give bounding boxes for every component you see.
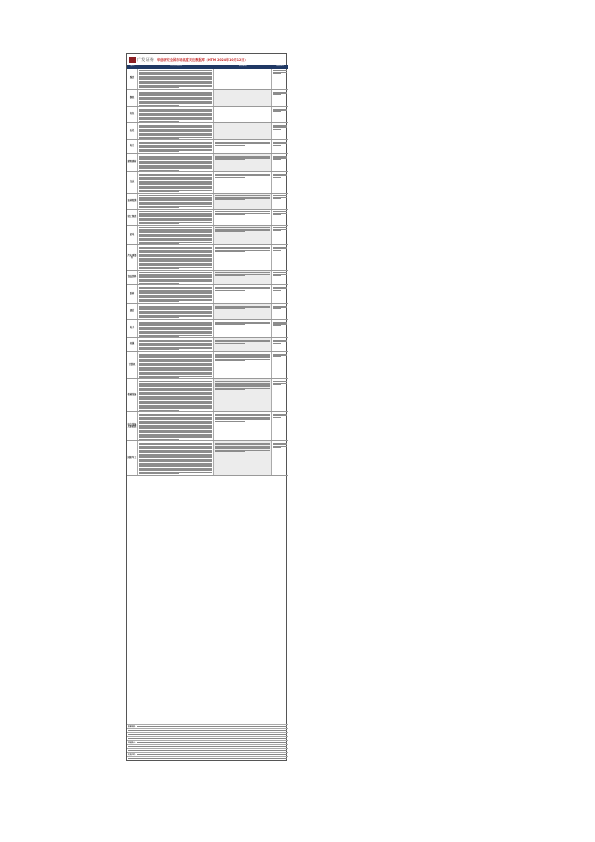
company-logo [129, 56, 154, 63]
text-line [273, 159, 281, 160]
text-line [139, 301, 179, 302]
row-dynamics [138, 441, 214, 474]
report-sheet [126, 53, 287, 761]
text-line [273, 94, 281, 95]
text-line [139, 243, 179, 244]
text-line [215, 199, 245, 200]
row-category: 汽车零部件 [127, 245, 138, 269]
row-category: 传媒 [127, 338, 138, 350]
text-line [215, 343, 245, 344]
row-advice [272, 338, 288, 350]
text-line [273, 129, 281, 130]
text-line [139, 105, 179, 106]
row-dynamics [138, 412, 214, 440]
text-line [273, 111, 281, 112]
row-advice [272, 412, 288, 440]
text-line [273, 290, 281, 291]
row-data [214, 90, 272, 106]
footer-text-line [128, 730, 287, 731]
text-line [139, 151, 179, 152]
row-advice [272, 271, 288, 285]
row-category: 农林牧渔 [127, 194, 138, 209]
text-line [273, 325, 281, 326]
text-line [139, 138, 179, 139]
row-category: 轻工制造 [127, 210, 138, 225]
row-advice [272, 245, 288, 269]
text-line [139, 336, 179, 337]
row-dynamics [138, 172, 214, 192]
row-category: 交运 [127, 172, 138, 192]
row-advice [272, 107, 288, 122]
row-dynamics [138, 285, 214, 303]
row-data [214, 194, 272, 209]
footer-text-line [137, 754, 287, 755]
row-category: 电子 [127, 320, 138, 338]
logo-wordmark: 广发证券 [137, 56, 155, 62]
row-data [214, 123, 272, 139]
table-row [127, 285, 288, 304]
text-line [215, 159, 245, 160]
row-dynamics [138, 69, 214, 89]
text-line [139, 377, 179, 378]
row-advice [272, 90, 288, 106]
row-data [214, 210, 272, 225]
column-header-dynamics: 主要市场动态 [169, 65, 182, 67]
footer-tag: 风险提示： [128, 741, 137, 744]
table-body [127, 69, 288, 476]
row-category: 电力设备及新能源 [127, 412, 138, 440]
text-line [139, 121, 179, 122]
row-data [214, 352, 272, 379]
text-line [139, 439, 179, 440]
report-footer [127, 724, 288, 760]
row-dynamics [138, 194, 214, 209]
row-advice [272, 154, 288, 172]
text-line [215, 251, 245, 252]
row-dynamics [138, 226, 214, 245]
text-line [215, 214, 245, 215]
row-data [214, 172, 272, 192]
footer-tag: 数据来源： [128, 725, 137, 728]
table-row [127, 245, 288, 270]
footer-tag: 免责声明： [128, 753, 137, 756]
row-advice [272, 194, 288, 209]
row-dynamics [138, 352, 214, 379]
row-category: 国防军工 [127, 441, 138, 474]
row-dynamics [138, 245, 214, 269]
footer-text-line [128, 750, 287, 751]
text-line [139, 223, 179, 224]
row-category: 计算机 [127, 352, 138, 379]
row-advice [272, 285, 288, 303]
row-category: 煤炭 [127, 69, 138, 89]
row-category: 食品饮料 [127, 271, 138, 285]
footer-text-line [128, 734, 287, 735]
table-row [127, 140, 288, 153]
table-row [127, 226, 288, 246]
text-line [215, 324, 245, 325]
row-data [214, 69, 272, 89]
row-data [214, 320, 272, 338]
row-category: 医药 [127, 285, 138, 303]
table-row [127, 154, 288, 173]
table-row [127, 107, 288, 123]
table-row [127, 441, 288, 475]
text-line [273, 250, 281, 251]
row-category: 通信 [127, 304, 138, 319]
text-line [273, 145, 281, 146]
row-dynamics [138, 338, 214, 350]
footer-text-line [128, 746, 287, 747]
footer-line [127, 753, 288, 760]
row-advice [272, 69, 288, 89]
text-line [273, 356, 281, 357]
table-row [127, 123, 288, 140]
row-data [214, 412, 272, 440]
text-line [139, 87, 179, 88]
row-data [214, 338, 272, 350]
row-advice [272, 352, 288, 379]
text-line [139, 207, 179, 208]
text-line [215, 389, 245, 390]
text-line [273, 214, 281, 215]
row-category: 家电 [127, 226, 138, 245]
table-row [127, 271, 288, 286]
row-data [214, 107, 272, 122]
text-line [273, 447, 281, 448]
row-advice [272, 304, 288, 319]
text-line [215, 231, 245, 232]
row-dynamics [138, 154, 214, 172]
text-line [273, 343, 281, 344]
logo-mark-icon [129, 57, 136, 63]
row-dynamics [138, 271, 214, 285]
table-row [127, 194, 288, 210]
table-row [127, 320, 288, 339]
row-data [214, 304, 272, 319]
text-line [215, 145, 245, 146]
text-line [215, 275, 245, 276]
text-line [139, 410, 179, 411]
row-data [214, 140, 272, 152]
row-category: 建筑建材 [127, 154, 138, 172]
text-line [139, 268, 179, 269]
row-advice [272, 140, 288, 152]
row-advice [272, 210, 288, 225]
table-row [127, 90, 288, 107]
text-line [273, 275, 281, 276]
row-dynamics [138, 304, 214, 319]
table-row [127, 210, 288, 226]
text-line [273, 177, 281, 178]
row-data [214, 271, 272, 285]
text-line [215, 451, 245, 452]
text-line [139, 317, 179, 318]
row-data [214, 245, 272, 269]
row-advice [272, 441, 288, 474]
row-category: 机械设备 [127, 379, 138, 411]
text-line [273, 384, 281, 385]
row-data [214, 285, 272, 303]
text-line [215, 360, 245, 361]
row-advice [272, 226, 288, 245]
text-line [215, 308, 245, 309]
table-row [127, 352, 288, 380]
text-line [139, 473, 179, 474]
column-header-category: 品类 [130, 65, 135, 67]
row-dynamics [138, 90, 214, 106]
text-line [215, 290, 245, 291]
text-line [273, 198, 281, 199]
table-row [127, 338, 288, 351]
column-header-advice: 投资建议 [275, 65, 284, 67]
row-dynamics [138, 210, 214, 225]
text-line [215, 177, 245, 178]
table-row [127, 412, 288, 441]
row-category: 钢铁 [127, 90, 138, 106]
footer-text-line [137, 726, 287, 727]
row-data [214, 154, 272, 172]
table-row [127, 172, 288, 193]
table-row [127, 379, 288, 412]
row-advice [272, 172, 288, 192]
row-data [214, 226, 272, 245]
footer-text-line [137, 742, 287, 743]
column-header-data: 最新数据 [238, 65, 247, 67]
row-category: 有色 [127, 107, 138, 122]
row-category: 电力 [127, 140, 138, 152]
text-line [273, 308, 281, 309]
table-row [127, 304, 288, 320]
row-dynamics [138, 123, 214, 139]
text-line [273, 73, 281, 74]
row-data [214, 379, 272, 411]
row-data [214, 441, 272, 474]
text-line [139, 349, 179, 350]
text-line [273, 417, 281, 418]
row-advice [272, 379, 288, 411]
row-dynamics [138, 107, 214, 122]
table-row [127, 69, 288, 90]
text-line [139, 170, 179, 171]
row-dynamics [138, 379, 214, 411]
text-line [215, 421, 245, 422]
footer-text-line [128, 758, 287, 759]
row-dynamics [138, 320, 214, 338]
footer-text-line [128, 738, 287, 739]
report-title: 华创研究全国市场高度关注数据库（HTM 2024年10月12日） [157, 58, 248, 62]
text-line [273, 230, 281, 231]
text-line [139, 283, 179, 284]
text-line [139, 191, 179, 192]
row-dynamics [138, 140, 214, 152]
row-advice [272, 320, 288, 338]
row-advice [272, 123, 288, 139]
row-category: 石化 [127, 123, 138, 139]
